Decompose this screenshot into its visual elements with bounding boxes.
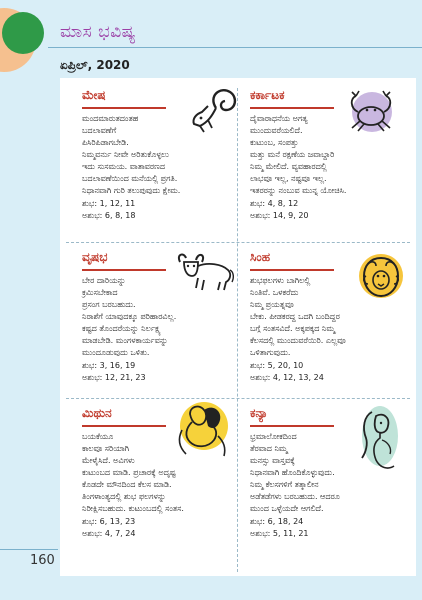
prediction-text: [82, 431, 232, 540]
lucky-numbers: ಶುಭ: 1, 12, 11: [82, 199, 136, 208]
sign-name: ಕನ್ಯಾ: [250, 406, 268, 420]
text-line: ನಿಮ್ಮವರ್ನು ನೀವೇ ಅರಿತುಕೊಳ್ಳಲು: [82, 150, 169, 159]
lucky-numbers: ಶುಭ: 6, 13, 23: [82, 517, 136, 526]
text-line: ನಿಮ್ಮ ಪ್ರಯತ್ನವೂ: [250, 300, 294, 309]
text-line: ಬಗ್ಗೆ ಸಂತಸವಿದೆ. ಅಕ್ಕಪಕ್ಕದ ನಿಮ್ಮ: [250, 324, 336, 333]
text-line: ಕಷ್ಟದ ತೊಂದರೆಯನ್ನು ನಿರ್ಲಕ್ಷ್ಯ: [82, 324, 161, 333]
sign-name: ಸಿಂಹ: [250, 250, 271, 264]
prediction-text: [82, 275, 232, 384]
text-line: ಭ್ರಮಾಲೋಕದಿಂದ: [250, 432, 297, 441]
text-line: ಬೇಕು. ಪೀಡಕರದ್ದ ಒದಗಿ ಬಂದಿದ್ದರ: [250, 312, 340, 321]
text-line: ನಿಧಾನವಾಗಿ ಹೊಂದಿಕೊಳ್ಳುವುದು.: [250, 468, 335, 477]
sign-underline: [82, 425, 166, 427]
sign-underline: [250, 269, 334, 271]
sign-underline: [82, 107, 166, 109]
page-title: ಮಾಸ ಭವಿಷ್ಯ: [60, 22, 137, 42]
sign-underline: [250, 425, 334, 427]
text-line: ಮೇಳೈಸಿದೆ. ಅವಿಗಳು: [82, 456, 135, 465]
text-line: ಮತ್ತು ಮನೆ ರಕ್ಷಣೆಯ ಜವಾಬ್ದಾರಿ: [250, 150, 335, 159]
sign-card-karkataka: [250, 88, 410, 238]
page-number: 160: [30, 553, 55, 568]
prediction-text: [82, 113, 232, 222]
text-line: ತಿಂಗಳಾಂತ್ಯದಲ್ಲಿ ಶುಭ ಫಲಗಳನ್ನು: [82, 492, 166, 501]
text-line: ಕುಟುಂಬ, ಸಂಪತ್ತು: [250, 138, 299, 147]
prediction-text: [250, 113, 400, 222]
text-line: ಮುಂದುವರೆಯಲಿದೆ.: [250, 126, 303, 135]
text-line: ನಿಧಾನವಾಗಿ ಗುರಿ ತಲುಪುವುದು ಕ್ಷೇಮ.: [82, 186, 181, 195]
text-line: ಬದಲಾವಣೆಯಿಂದ ಮನೆಯಲ್ಲಿ ಪ್ರಗತಿ.: [82, 174, 178, 183]
sign-underline: [82, 269, 166, 271]
text-line: ಲಾಭವೂ ಇಲ್ಲ, ನಷ್ಟವೂ ಇಲ್ಲ.: [250, 174, 327, 183]
sign-name: ಮಿಥುನ: [82, 406, 112, 420]
row-divider: [66, 242, 410, 243]
unlucky-numbers: ಅಶುಭ: 4, 12, 13, 24: [250, 373, 324, 382]
text-line: ನಿರೀಕ್ಷಿಸಬಹುದು. ಕುಟುಂಬದಲ್ಲಿ ಸಂತಸ.: [82, 504, 184, 513]
text-line: ಬೇರ ದಾರಿಯನ್ನು: [82, 276, 126, 285]
text-line: ಮುಂದೂಡುವುದು ಒಳಿತು.: [82, 348, 150, 357]
text-line: ಅಡೆತಡೆಗಳು ಬರಬಹುದು. ಆದರೂ: [250, 492, 340, 501]
sign-name: ಮೇಷ: [82, 88, 106, 102]
text-line: ಇದು ಸುಸಮಯ. ವಾತಾವರಣದ: [82, 162, 165, 171]
sign-card-mithuna: [82, 406, 242, 556]
text-line: ದೈವಾರಾಧನೆಯ ಅಗತ್ಯ: [250, 114, 308, 123]
sign-card-simha: [250, 250, 410, 400]
text-line: ಕಾಲವೂ ಸರಿಯಾಗಿ: [82, 444, 130, 453]
lucky-numbers: ಶುಭ: 3, 16, 19: [82, 361, 136, 370]
text-line: ನಿರಾಶೆಗೆ ಯಾವುದಕ್ಕೂ ಪರಿಹಾರವಿಲ್ಲ.: [82, 312, 177, 321]
unlucky-numbers: ಅಶುಭ: 5, 11, 21: [250, 529, 309, 538]
text-line: ಕ್ರಮಿಸಬೇಕಾದ: [82, 288, 118, 297]
horoscope-grid: [60, 78, 416, 576]
text-line: ಇತರರನ್ನು ನಂಬುವ ಮುನ್ನ ಯೋಚಿಸಿ.: [250, 186, 347, 195]
lucky-numbers: ಶುಭ: 6, 18, 24: [250, 517, 304, 526]
text-line: ಕೆಲಸದಲ್ಲಿ ಮುಂದುವರೆಯಿರಿ. ಎಲ್ಲವೂ: [250, 336, 346, 345]
text-line: ಪಿಸಿರಿಪಿಡಾಗಬೇಡಿ.: [82, 138, 129, 147]
text-line: ಮನಸ್ಸು ವಾಸ್ತವಕ್ಕೆ: [250, 456, 295, 465]
text-line: ನಿಂತಿವೆ. ಒಳಕರೆದು: [250, 288, 299, 297]
text-line: ಪ್ರಸಂಗ ಬರಬಹುದು.: [82, 300, 136, 309]
unlucky-numbers: ಅಶುಭ: 6, 8, 18: [82, 211, 136, 220]
lucky-numbers: ಶುಭ: 5, 20, 10: [250, 361, 304, 370]
text-line: ಮಂದಮಾರುತದಂತಹ: [82, 114, 139, 123]
text-line: ಬಯಕೆಯೂ: [82, 432, 114, 441]
prediction-text: [250, 431, 400, 540]
text-line: ಶುಭಫಲಗಳು ಬಾಗಿಲಲ್ಲಿ: [250, 276, 311, 285]
text-line: ಕೊಡದೇ ಮೌನದಿಂದ ಕೆಲಸ ಮಾಡಿ.: [82, 480, 172, 489]
unlucky-numbers: ಅಶುಭ: 14, 9, 20: [250, 211, 309, 220]
sign-name: ವೃಷಭ: [82, 250, 108, 264]
text-line: ನಿಮ್ಮ ಕೆಲಸಗಳಿಗೆ ತತ್ಕಾಲೀನ: [250, 480, 319, 489]
sign-card-vrishabha: [82, 250, 242, 400]
sign-card-kanya: [250, 406, 410, 556]
unlucky-numbers: ಅಶುಭ: 4, 7, 24: [82, 529, 136, 538]
prediction-text: [250, 275, 400, 384]
page-header: [0, 0, 422, 50]
decorative-circle: [2, 12, 44, 54]
lucky-numbers: ಶುಭ: 4, 8, 12: [250, 199, 299, 208]
text-line: ಮುಂದ ಒಳ್ಳೆಯದೇ ಆಗಲಿದೆ.: [250, 504, 324, 513]
text-line: ಬದಲಾವಣೆಗೆ: [82, 126, 117, 135]
text-line: ಒಳಿತಾಗುವುದು.: [250, 348, 291, 357]
sign-name: ಕರ್ಕಾಟಕ: [250, 88, 285, 102]
text-line: ಮಾಡಬೇಡಿ. ಮಂಗಳಕಾರ್ಯವನ್ನು: [82, 336, 168, 345]
month-label: ಏಪ್ರಿಲ್, 2020: [60, 58, 130, 72]
text-line: ನಿಮ್ಮ ಮೇಲಿದೆ. ವ್ಯವಹಾರದಲ್ಲಿ: [250, 162, 327, 171]
sign-card-mesha: [82, 88, 242, 238]
footer-rule: [0, 549, 58, 550]
text-line: ಕುಟುಂಬದ ಮಾಡಿ. ಪ್ರಚಾರಕ್ಕೆ ಅದೃಷ್ಟ: [82, 468, 176, 477]
unlucky-numbers: ಅಶುಭ: 12, 21, 23: [82, 373, 146, 382]
header-rule: [48, 47, 422, 48]
sign-underline: [250, 107, 334, 109]
text-line: ತೆರವಾದ ನಿಮ್ಮ: [250, 444, 288, 453]
